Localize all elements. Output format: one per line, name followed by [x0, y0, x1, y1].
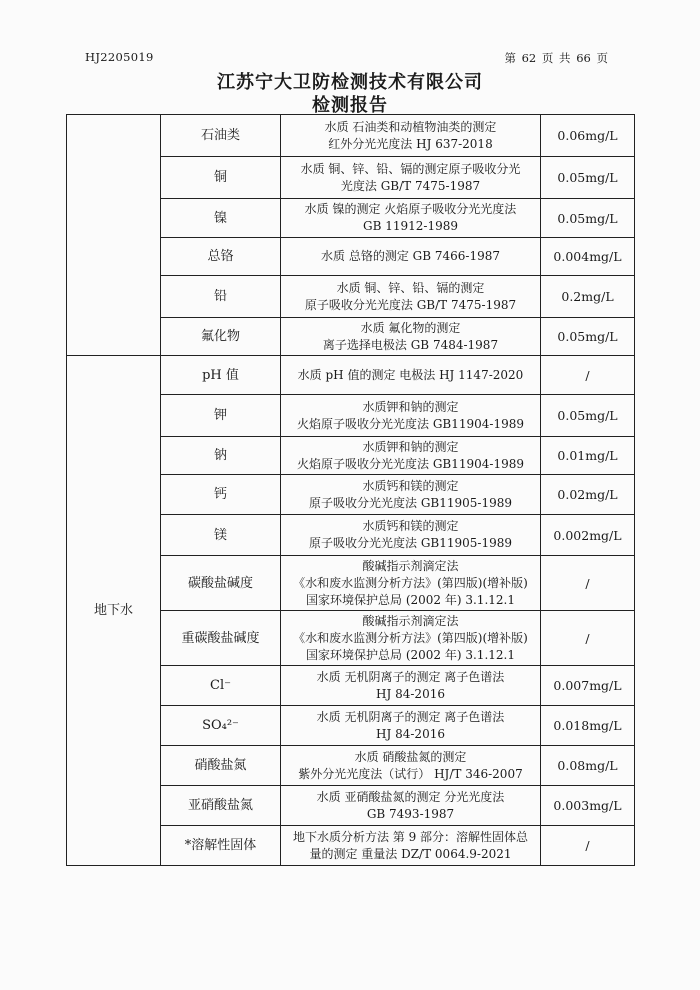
report-title: 检测报告 — [312, 95, 388, 116]
method-line: 火焰原子吸收分光光度法 GB11904-1989 — [297, 416, 524, 431]
item-cell: 钙 — [161, 475, 281, 515]
item-cell: 铅 — [161, 276, 281, 318]
limit-cell: 0.018mg/L — [541, 706, 635, 746]
method-line: 水质 铜、锌、铅、镉的测定 — [336, 280, 485, 295]
method-cell — [281, 475, 541, 515]
method-cell — [281, 611, 541, 666]
item-cell: 亚硝酸盐氮 — [161, 786, 281, 826]
item-cell: 碳酸盐碱度 — [161, 556, 281, 611]
item-cell: Cl⁻ — [161, 666, 281, 706]
item-cell: 钠 — [161, 437, 281, 475]
method-cell — [281, 276, 541, 318]
method-cell — [281, 556, 541, 611]
method-line: 原子吸收分光光度法 GB11905-1989 — [309, 495, 512, 510]
method-line: 水质 亚硝酸盐氮的测定 分光光度法 — [316, 789, 505, 804]
method-line: 水质钾和钠的测定 — [362, 399, 459, 414]
limit-cell: 0.08mg/L — [541, 746, 635, 786]
method-cell — [281, 515, 541, 556]
method-line: 水质 无机阴离子的测定 离子色谱法 — [316, 709, 505, 724]
method-line: 紫外分光光度法（试行） HJ/T 346-2007 — [298, 766, 523, 781]
method-line: 水质 无机阴离子的测定 离子色谱法 — [316, 669, 505, 684]
method-line: HJ 84-2016 — [376, 726, 445, 741]
method-line: 《水和废水监测分析方法》(第四版)(增补版) — [293, 630, 528, 645]
method-line: 水质钙和镁的测定 — [362, 478, 459, 493]
limit-cell: / — [541, 556, 635, 611]
method-cell — [281, 238, 541, 276]
limit-cell: 0.004mg/L — [541, 238, 635, 276]
method-cell — [281, 356, 541, 395]
item-cell: SO₄²⁻ — [161, 706, 281, 746]
limit-cell: 0.003mg/L — [541, 786, 635, 826]
limit-cell: / — [541, 826, 635, 866]
category-cell — [67, 115, 161, 356]
item-cell: pH 值 — [161, 356, 281, 395]
category-cell: 地下水 — [67, 356, 161, 866]
results-table — [66, 114, 635, 866]
item-cell: 重碳酸盐碱度 — [161, 611, 281, 666]
item-cell: 石油类 — [161, 115, 281, 157]
method-line: 离子选择电极法 GB 7484-1987 — [322, 337, 499, 352]
method-line: 水质 镍的测定 火焰原子吸收分光光度法 — [304, 202, 517, 216]
method-cell — [281, 437, 541, 475]
page-number: 第 62 页 共 66 页 — [504, 51, 608, 65]
item-cell: *溶解性固体 — [161, 826, 281, 866]
limit-cell: 0.007mg/L — [541, 666, 635, 706]
method-line: 火焰原子吸收分光光度法 GB11904-1989 — [297, 456, 524, 471]
method-cell — [281, 826, 541, 866]
method-line: 水质 氟化物的测定 — [360, 320, 461, 335]
method-line: HJ 84-2016 — [376, 686, 445, 701]
method-line: 国家环境保护总局 (2002 年) 3.1.12.1 — [306, 647, 515, 662]
item-cell: 钾 — [161, 395, 281, 437]
company-name: 江苏宁大卫防检测技术有限公司 — [217, 72, 483, 93]
method-line: 水质 硝酸盐氮的测定 — [354, 749, 467, 764]
table-row — [67, 356, 635, 395]
method-line: 原子吸收分光光度法 GB/T 7475-1987 — [304, 297, 517, 312]
limit-cell: / — [541, 356, 635, 395]
method-line: 水质 总铬的测定 GB 7466-1987 — [321, 249, 500, 263]
limit-cell: 0.01mg/L — [541, 437, 635, 475]
limit-cell: 0.06mg/L — [541, 115, 635, 157]
method-cell — [281, 199, 541, 238]
method-line: GB 11912-1989 — [363, 219, 458, 233]
method-cell — [281, 666, 541, 706]
limit-cell: 0.05mg/L — [541, 157, 635, 199]
item-cell: 镍 — [161, 199, 281, 238]
method-line: GB 7493-1987 — [366, 806, 455, 821]
method-line: 光度法 GB/T 7475-1987 — [340, 178, 481, 193]
method-line: 水质 pH 值的测定 电极法 HJ 1147-2020 — [297, 367, 524, 382]
method-cell — [281, 115, 541, 157]
method-cell — [281, 395, 541, 437]
method-line: 水质 石油类和动植物油类的测定 — [324, 119, 497, 134]
limit-cell: 0.05mg/L — [541, 318, 635, 356]
table-row — [67, 115, 635, 157]
method-line: 水质钙和镁的测定 — [362, 519, 459, 533]
report-number: HJ2205019 — [85, 50, 154, 64]
method-line: 红外分光光度法 HJ 637-2018 — [328, 136, 493, 151]
item-cell: 氟化物 — [161, 318, 281, 356]
limit-cell: 0.05mg/L — [541, 395, 635, 437]
limit-cell: 0.05mg/L — [541, 199, 635, 238]
limit-cell: 0.002mg/L — [541, 515, 635, 556]
method-cell — [281, 706, 541, 746]
method-line: 水质钾和钠的测定 — [362, 439, 459, 454]
method-line: 国家环境保护总局 (2002 年) 3.1.12.1 — [306, 592, 515, 607]
method-line: 酸碱指示剂滴定法 — [362, 613, 459, 628]
method-line: 地下水质分析方法 第 9 部分：溶解性固体总 — [292, 829, 529, 844]
method-line: 水质 铜、锌、铅、镉的测定原子吸收分光 — [300, 161, 521, 176]
method-line: 《水和废水监测分析方法》(第四版)(增补版) — [293, 575, 528, 590]
limit-cell: 0.02mg/L — [541, 475, 635, 515]
item-cell: 总铬 — [161, 238, 281, 276]
method-cell — [281, 786, 541, 826]
limit-cell: / — [541, 611, 635, 666]
method-cell — [281, 318, 541, 356]
method-line: 量的测定 重量法 DZ/T 0064.9-2021 — [309, 846, 512, 861]
method-line: 原子吸收分光光度法 GB11905-1989 — [309, 536, 512, 550]
item-cell: 铜 — [161, 157, 281, 199]
page-header — [85, 50, 608, 70]
results-table-body — [67, 115, 635, 866]
method-line: 酸碱指示剂滴定法 — [362, 558, 459, 573]
item-cell: 硝酸盐氮 — [161, 746, 281, 786]
item-cell: 镁 — [161, 515, 281, 556]
method-cell — [281, 746, 541, 786]
limit-cell: 0.2mg/L — [541, 276, 635, 318]
method-cell — [281, 157, 541, 199]
